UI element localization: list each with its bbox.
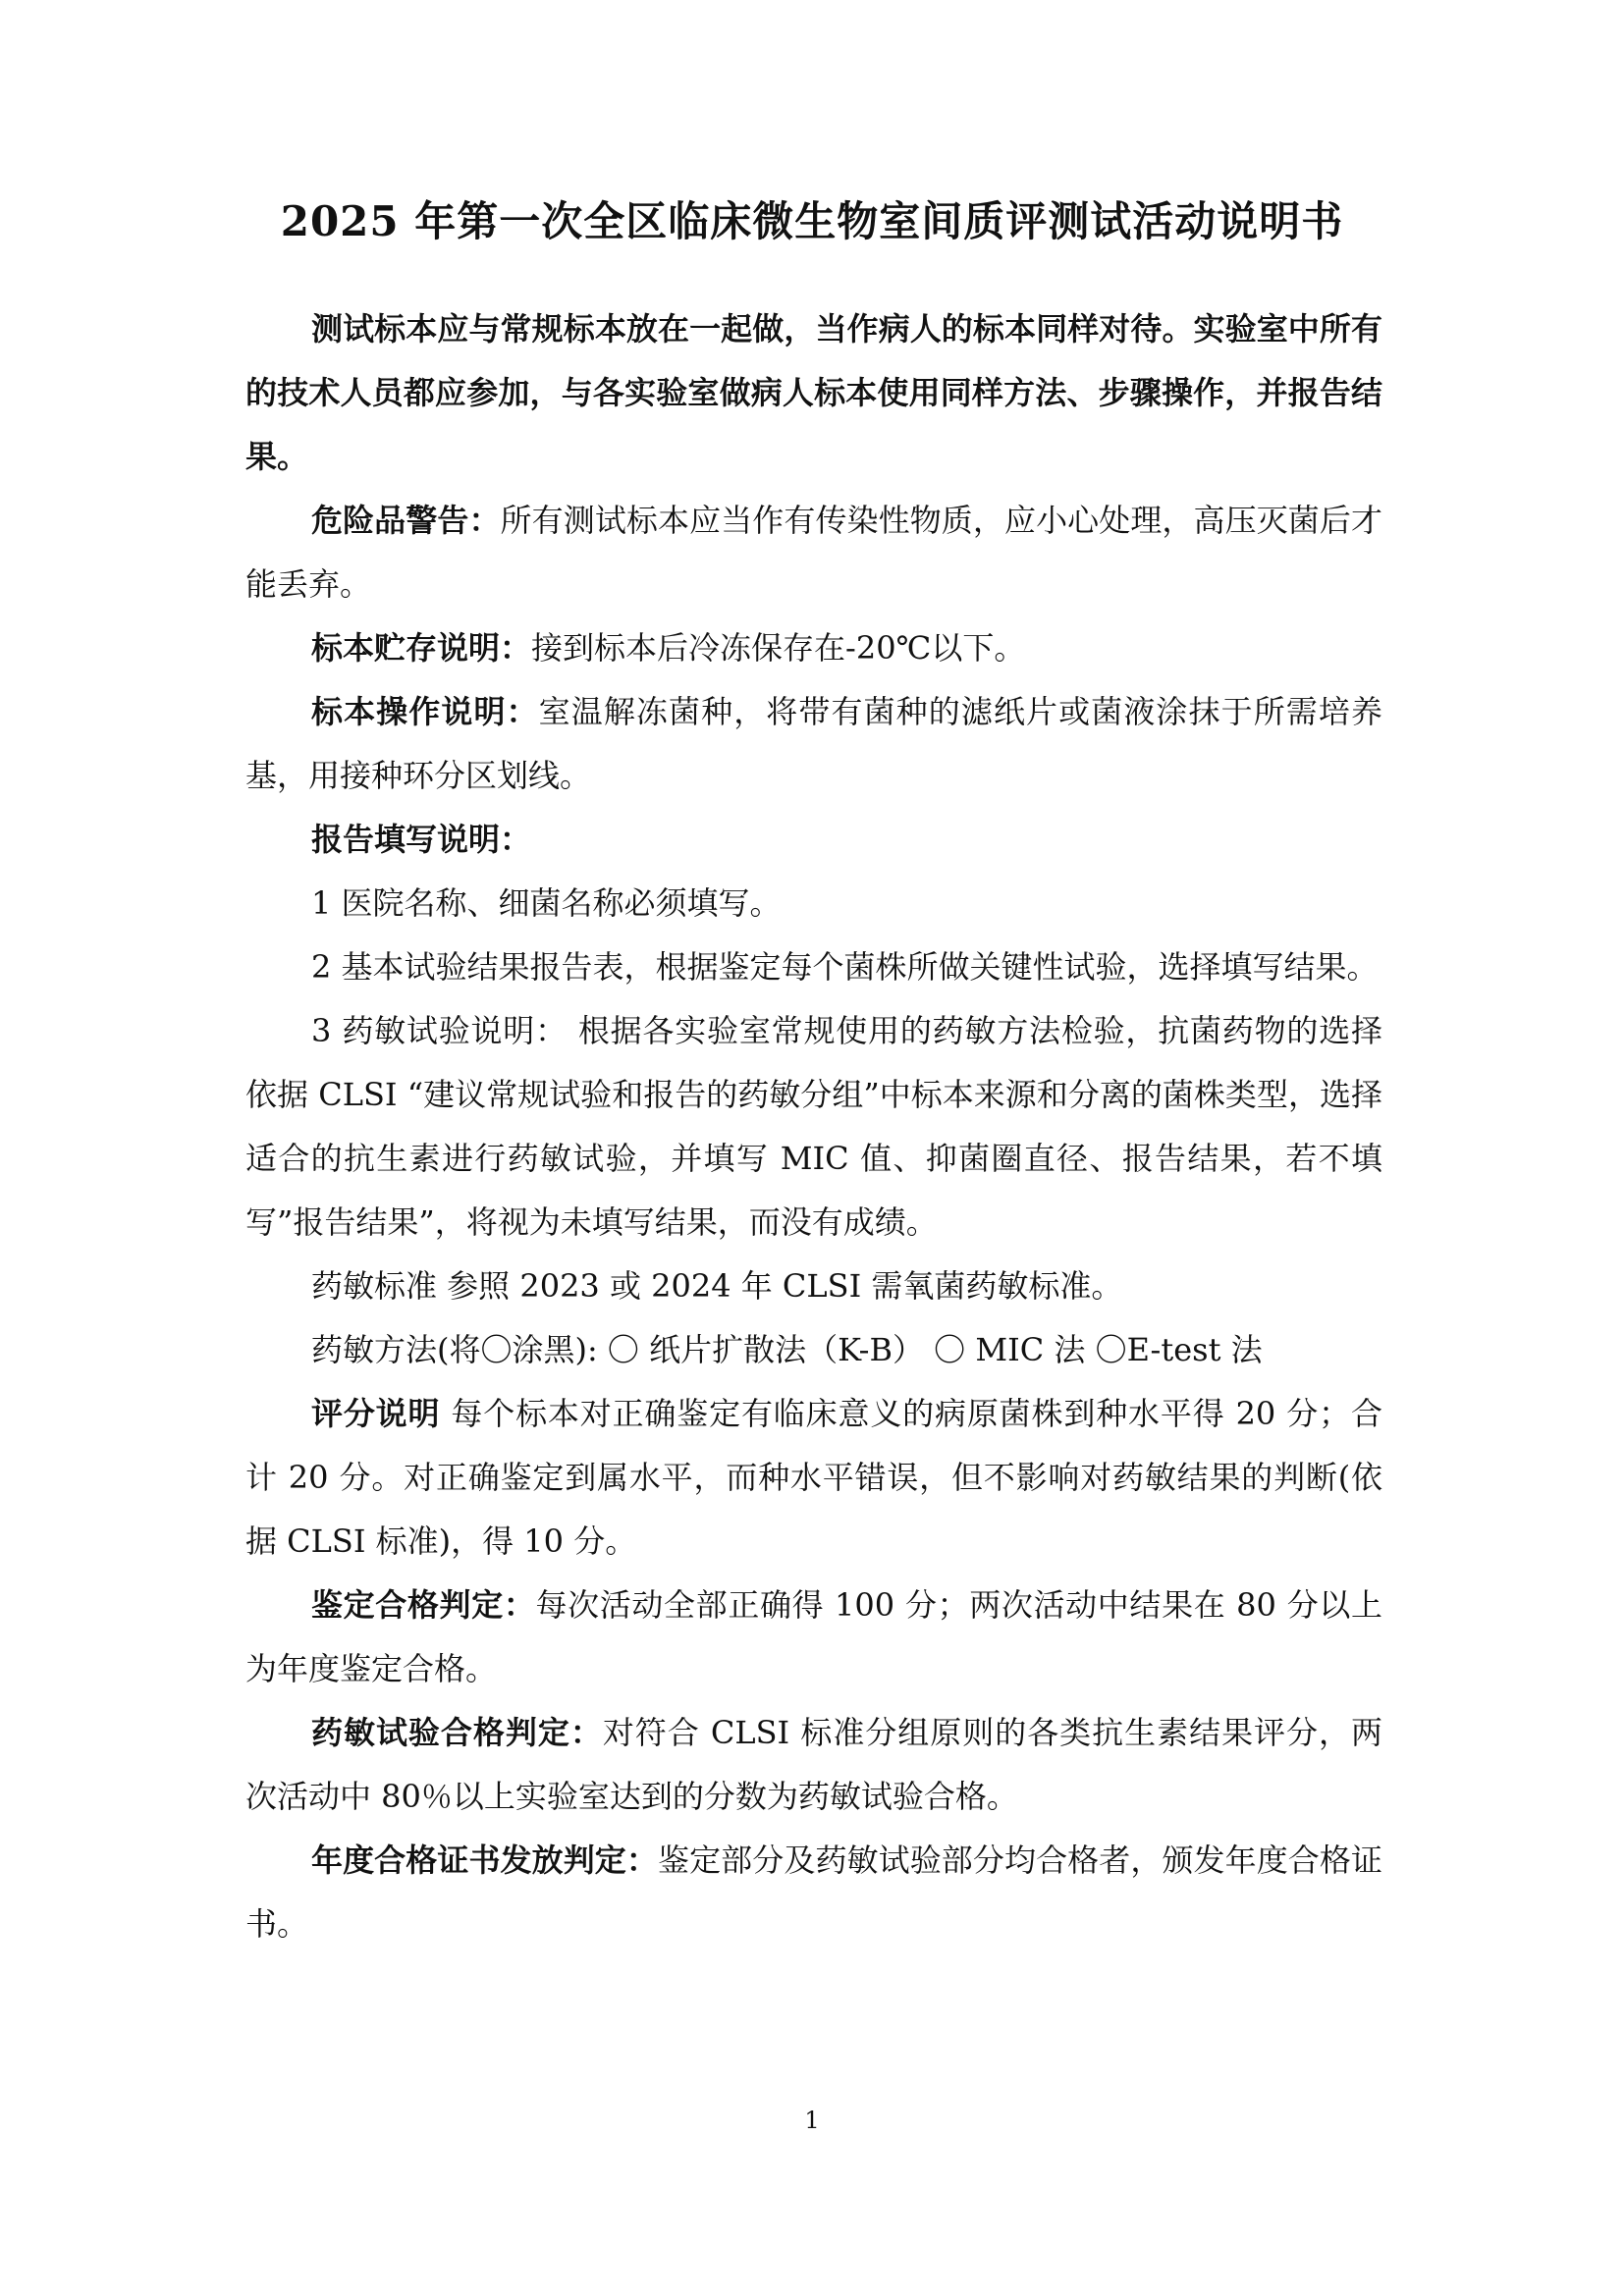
- intro-paragraph: 测试标本应与常规标本放在一起做，当作病人的标本同样对待。实验室中所有的技术人员都应参加，与各实验室做病人标本使用同样方法、步骤操作，并报告结果。: [245, 310, 1382, 475]
- operation-label: 标本操作说明：: [311, 693, 539, 730]
- report-item-3: 3 药敏试验说明： 根据各实验室常规使用的药敏方法检验，抗菌药物的选择依据 CLSI “建议常规试验和报告的药敏分组”中标本来源和分离的菌株类型，选择适合的抗生素进行药敏试验，并填写 MIC 值、抑菌圈直径、报告结果，若不填写”报告结果”，将视为未填写结果，而没有成绩。: [245, 1012, 1382, 1241]
- identification-label: 鉴定合格判定：: [311, 1586, 536, 1624]
- document-body: [245, 297, 1382, 1956]
- document-title: 2025 年第一次全区临床微生物室间质评测试活动说明书: [280, 197, 1344, 245]
- ast-paragraph: [245, 1701, 1382, 1829]
- identification-paragraph: [245, 1574, 1382, 1701]
- hazard-text: 所有测试标本应当作有传染性物质，应小心处理，高压灭菌后才能丢弃。: [245, 502, 1382, 603]
- ast-label: 药敏试验合格判定：: [311, 1714, 603, 1751]
- scoring-paragraph: [245, 1382, 1382, 1574]
- identification-text: 每次活动全部正确得 100 分；两次活动中结果在 80 分以上为年度鉴定合格。: [245, 1586, 1382, 1687]
- hazard-label: 危险品警告：: [311, 502, 501, 539]
- certificate-label: 年度合格证书发放判定：: [311, 1842, 658, 1879]
- page-number: 1: [804, 2107, 820, 2134]
- storage-label: 标本贮存说明：: [311, 629, 532, 667]
- operation-text: 室温解冻菌种，将带有菌种的滤纸片或菌液涂抹于所需培养基，用接种环分区划线。: [245, 693, 1382, 794]
- ast-text: 对符合 CLSI 标准分组原则的各类抗生素结果评分，两次活动中 80％以上实验室达到的分数为药敏试验合格。: [245, 1714, 1382, 1815]
- hazard-paragraph: [245, 489, 1382, 616]
- report-item-2: 2 基本试验结果报告表，根据鉴定每个菌株所做关键性试验，选择填写结果。: [311, 948, 1379, 986]
- certificate-text: 鉴定部分及药敏试验部分均合格者，颁发年度合格证书。: [245, 1842, 1382, 1943]
- report-item-1: 1 医院名称、细菌名称必须填写。: [311, 884, 782, 922]
- certificate-paragraph: [245, 1829, 1382, 1956]
- method-paragraph: 药敏方法(将〇涂黑): 〇 纸片扩散法（K-B） 〇 MIC 法 〇E-test 法: [311, 1331, 1263, 1368]
- scoring-text: 每个标本对正确鉴定有临床意义的病原菌株到种水平得 20 分；合计 20 分。对正确鉴定到属水平，而种水平错误，但不影响对药敏结果的判断(依据 CLSI 标准)，得 10 分。: [245, 1395, 1382, 1560]
- standard-paragraph: 药敏标准 参照 2023 或 2024 年 CLSI 需氧菌药敏标准。: [311, 1267, 1123, 1305]
- scoring-label: 评分说明: [311, 1395, 441, 1432]
- report-label: 报告填写说明：: [311, 821, 532, 858]
- operation-paragraph: [245, 680, 1382, 808]
- storage-paragraph: [245, 616, 1382, 680]
- storage-text: 接到标本后冷冻保存在-20℃以下。: [531, 629, 1026, 667]
